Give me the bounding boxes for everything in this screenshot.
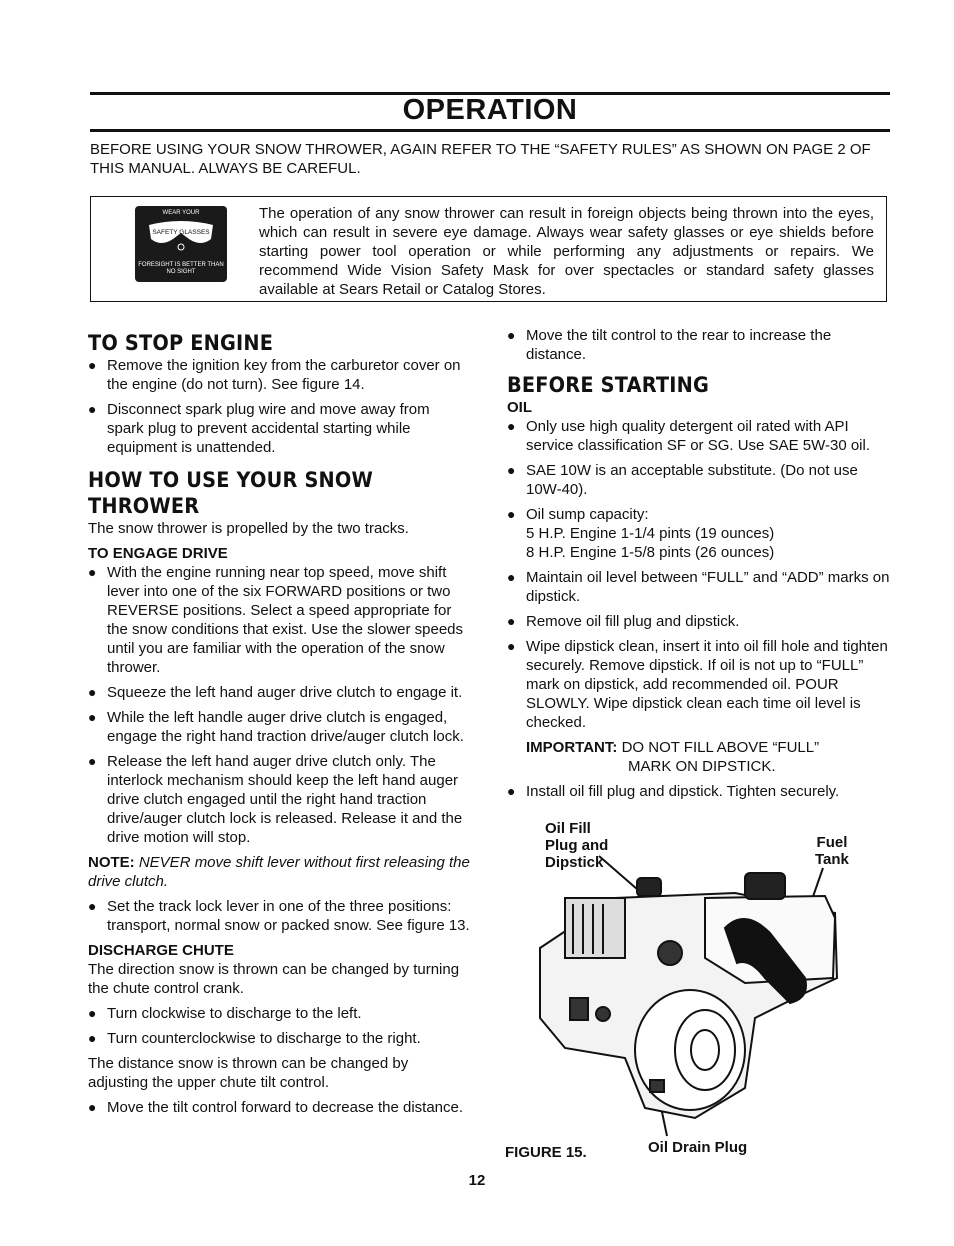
- bullet-item: [507, 461, 890, 499]
- label-oil-fill-line-2: Plug and: [545, 837, 609, 854]
- chute-intro: The direction snow is thrown can be changed by turning the chute control crank.: [88, 961, 460, 997]
- important-line-1: DO NOT FILL ABOVE “FULL”: [621, 739, 820, 756]
- bullet-item: [88, 400, 470, 457]
- bullet-item: [507, 568, 890, 606]
- how-to-use-intro: The snow thrower is propelled by the two tracks.: [88, 520, 409, 537]
- bullet-text: [107, 1029, 470, 1048]
- badge-bottom-text: FORESIGHT IS BETTER THAN NO SIGHT: [138, 262, 224, 275]
- bullet-text: [526, 326, 890, 364]
- safety-glasses-badge: [135, 206, 227, 282]
- bullet-text-content: Install oil fill plug and dipstick. Tighten securely.: [526, 783, 840, 800]
- bullet-text: [526, 505, 890, 562]
- bullet-text-content: Turn counterclockwise to discharge to the right.: [107, 1030, 421, 1047]
- page-number: 12: [468, 1172, 486, 1189]
- bullet-item: [507, 326, 890, 364]
- label-fuel-line-1: Fuel: [816, 834, 848, 851]
- label-fuel-line-2: Tank: [815, 851, 849, 868]
- bullet-text-content: SAE 10W is an acceptable substitute. (Do not use 10W-40).: [526, 462, 858, 498]
- bullet-text: [107, 1098, 470, 1117]
- bullet-text-content: Squeeze the left hand auger drive clutch to engage it.: [107, 684, 463, 701]
- bullet-text-content: With the engine running near top speed, move shift lever into one of the six FORWARD positions or two REVERSE positions. Select a speed appropriate for the snow conditions that exist. Use the slower speeds until you are familiar with the operation of the snow thrower.: [107, 564, 464, 676]
- bullet-text: [107, 1004, 470, 1023]
- bullet-dot: ●: [507, 783, 516, 799]
- bullet-item: [88, 708, 470, 746]
- bullet-text-content: Move the tilt control to the rear to increase the distance.: [526, 327, 832, 363]
- figure-15: [505, 818, 890, 1163]
- install-bullets: [507, 782, 890, 801]
- bullet-item: [88, 683, 470, 702]
- before-starting-heading: BEFORE STARTING: [507, 373, 710, 397]
- note-label: NOTE:: [88, 854, 135, 871]
- note-text: NEVER move shift lever without first releasing the drive clutch.: [88, 854, 470, 890]
- bullet-dot: ●: [88, 1099, 97, 1115]
- bullet-dot: ●: [88, 401, 97, 417]
- bullet-text-content: Remove the ignition key from the carburetor cover on the engine (do not turn). See figure 14.: [107, 357, 461, 393]
- engine-illustration: [505, 818, 890, 1163]
- bullet-text-content: Release the left hand auger drive clutch only. The interlock mechanism should keep the left hand auger drive clutch engaged until the right hand traction drive/auger clutch lock is released. Release it and the drive motion will stop.: [107, 753, 463, 846]
- bullet-dot: ●: [507, 327, 516, 343]
- bullet-dot: ●: [88, 1030, 97, 1046]
- bullet-dot: ●: [507, 613, 516, 629]
- bullet-dot: ●: [507, 462, 516, 478]
- bullet-dot: ●: [88, 684, 97, 700]
- engage-drive-heading: TO ENGAGE DRIVE: [88, 545, 228, 562]
- bullet-dot: ●: [88, 564, 97, 580]
- oil-heading: OIL: [507, 399, 532, 416]
- badge-top-text: WEAR YOUR: [162, 210, 200, 216]
- bullet-text: [107, 708, 470, 746]
- bullet-text-content: Disconnect spark plug wire and move away from spark plug to prevent accidental starting while equipment is unattended.: [107, 401, 430, 456]
- bullet-text-content: Maintain oil level between “FULL” and “ADD” marks on dipstick.: [526, 569, 890, 605]
- safety-glasses-icon: [145, 219, 217, 251]
- engage-drive-bullets: [88, 563, 470, 847]
- bullet-item: [88, 1029, 470, 1048]
- bullet-text-content: Move the tilt control forward to decrease the distance.: [107, 1099, 464, 1116]
- important-label: IMPORTANT:: [526, 739, 618, 756]
- intro-paragraph: BEFORE USING YOUR SNOW THROWER, AGAIN REFER TO THE “SAFETY RULES” AS SHOWN ON PAGE 2 OF THIS MANUAL. ALWAYS BE CAREFUL.: [90, 141, 871, 177]
- bullet-text: [526, 782, 890, 801]
- bullet-dot: ●: [88, 898, 97, 914]
- label-oil-fill-line-1: Oil Fill: [545, 820, 591, 837]
- bullet-dot: ●: [507, 569, 516, 585]
- capacity-line: 8 H.P. Engine 1-5/8 pints (26 ounces): [526, 544, 775, 561]
- bullet-item: [88, 1004, 470, 1023]
- title-under-rule: [90, 129, 890, 132]
- stop-engine-heading: TO STOP ENGINE: [88, 331, 274, 355]
- bullet-item: [507, 417, 890, 455]
- bullet-item: [507, 505, 890, 562]
- label-oil-fill-line-3: Dipstick: [545, 854, 604, 871]
- bullet-text: [107, 752, 470, 847]
- figure-caption: FIGURE 15.: [505, 1144, 587, 1161]
- bullet-text-content: Remove oil fill plug and dipstick.: [526, 613, 740, 630]
- tilt-rear-bullets: [507, 326, 890, 364]
- bullet-item: [507, 637, 890, 732]
- page-title: OPERATION: [402, 94, 578, 126]
- bullet-dot: ●: [507, 418, 516, 434]
- track-lock-bullets: [88, 897, 470, 935]
- bullet-text-content: Set the track lock lever in one of the three positions: transport, normal snow or packed snow. See figure 13.: [107, 898, 470, 934]
- bullet-item: [88, 356, 470, 394]
- how-to-use-heading: HOW TO USE YOUR SNOW THROWER: [88, 468, 374, 518]
- safety-warning-text: The operation of any snow thrower can result in foreign objects being thrown into the eyes, which can result in severe eye damage. Always wear safety glasses or eye shields before starting power tool operation or while performing any adjustments or repairs. We recommend Wide Vision Safety Mask for over spectacles or standard safety glasses available at Sears Retail or Catalog Stores.: [259, 205, 874, 298]
- bullet-dot: ●: [507, 506, 516, 522]
- bullet-item: [88, 752, 470, 847]
- stop-engine-bullets: [88, 356, 470, 457]
- right-column: [507, 326, 890, 807]
- bullet-text-content: Only use high quality detergent oil rated with API service classification SF or SG. Use SAE 5W-30 oil.: [526, 418, 871, 454]
- label-oil-drain-plug: Oil Drain Plug: [648, 1139, 748, 1156]
- bullet-dot: ●: [88, 709, 97, 725]
- bullet-text: [107, 400, 470, 457]
- bullet-dot: ●: [88, 1005, 97, 1021]
- bullet-item: [88, 1098, 470, 1117]
- bullet-text-content: Wipe dipstick clean, insert it into oil fill hole and tighten securely. Remove dipstick. If oil is not up to “FULL” mark on dipstick, add recommended oil. POUR SLOWLY. Wipe dipstick clean each time oil level is checked.: [526, 638, 888, 731]
- bullet-item: [88, 563, 470, 677]
- oil-bullets: [507, 417, 890, 732]
- important-note: [526, 738, 890, 776]
- bullet-text-content: While the left handle auger drive clutch is engaged, engage the right hand traction drive/auger clutch lock.: [107, 709, 464, 745]
- bullet-text: [526, 568, 890, 606]
- bullet-item: [507, 782, 890, 801]
- svg-text:SAFETY GLASSES: SAFETY GLASSES: [152, 229, 210, 236]
- bullet-text: [526, 612, 890, 631]
- capacity-line: 5 H.P. Engine 1-1/4 pints (19 ounces): [526, 525, 775, 542]
- bullet-text: [107, 563, 470, 677]
- bullet-text: [526, 417, 890, 455]
- bullet-item: [88, 897, 470, 935]
- bullet-text: [107, 897, 470, 935]
- bullet-text: [526, 461, 890, 499]
- safety-warning-box: [90, 196, 887, 302]
- bullet-text: [107, 356, 470, 394]
- bullet-dot: ●: [88, 753, 97, 769]
- chute-bullets: [88, 1004, 470, 1048]
- distance-text: The distance snow is thrown can be changed by adjusting the upper chute tilt control.: [88, 1055, 409, 1091]
- bullet-item: [507, 612, 890, 631]
- bullet-dot: ●: [507, 638, 516, 654]
- bullet-text-content: Turn clockwise to discharge to the left.: [107, 1005, 362, 1022]
- important-line-2: MARK ON DIPSTICK.: [628, 758, 776, 775]
- bullet-text: [526, 637, 890, 732]
- distance-bullets: [88, 1098, 470, 1117]
- bullet-text: [107, 683, 470, 702]
- bullet-text-content: Oil sump capacity:: [526, 506, 649, 523]
- bullet-dot: ●: [88, 357, 97, 373]
- note: [88, 853, 470, 891]
- discharge-chute-heading: DISCHARGE CHUTE: [88, 942, 234, 959]
- left-column: [88, 330, 470, 1123]
